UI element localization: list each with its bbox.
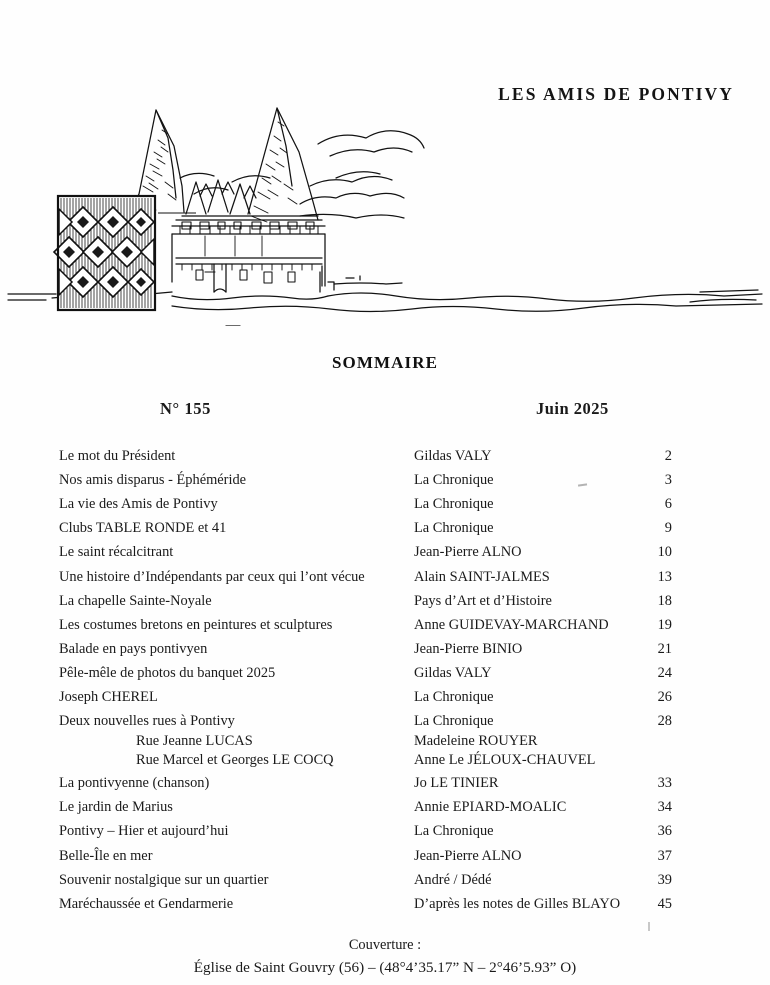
cover-caption-detail: Église de Saint Gouvry (56) – (48°4’35.17” N – 2°46’5.93” O) (193, 959, 577, 976)
toc-entry-page: 2 (664, 448, 672, 464)
toc-entry-page: 45 (657, 895, 672, 912)
cover-caption-label: Couverture : (348, 937, 422, 953)
toc-entry-title: Souvenir nostalgique sur un quartier (59, 871, 269, 888)
toc-entry-author: Jean-Pierre ALNO (414, 544, 522, 561)
toc-row[interactable] (0, 446, 770, 470)
toc-entry-author: D’après les notes de Gilles BLAYO (414, 895, 621, 912)
cover-caption (0, 934, 770, 979)
toc-entry-title: Le saint récalcitrant (59, 544, 174, 561)
scan-artifact-bar (648, 922, 650, 931)
toc-entry-subtitle: Rue Marcel et Georges LE COCQ (136, 752, 334, 769)
toc-entry-title: Pêle-mêle de photos du banquet 2025 (59, 664, 276, 681)
toc-entry-author: Alain SAINT-JALMES (414, 568, 550, 585)
toc-entry-page: 28 (657, 713, 672, 730)
toc-row[interactable] (0, 846, 770, 870)
toc-row[interactable] (0, 639, 770, 663)
toc-entry-author: Annie EPIARD-MOALIC (414, 799, 567, 816)
toc-entry-page: 36 (657, 823, 672, 840)
toc-entry-author: La Chronique (414, 496, 494, 513)
toc-entry-author: André / Dédé (414, 871, 492, 888)
issue-date: Juin 2025 (536, 399, 609, 418)
chateau-de-pontivy-illustration (0, 86, 770, 326)
toc-entry-page: 13 (657, 568, 672, 585)
toc-entry-author: Pays d’Art et d’Histoire (414, 592, 552, 609)
toc-entry-title: Pontivy – Hier et aujourd’hui (59, 823, 229, 840)
toc-entry-page: 34 (657, 799, 672, 816)
toc-entry-title: Belle-Île en mer (59, 847, 153, 864)
diamond-lattice-panel-icon (54, 196, 155, 310)
toc-row[interactable] (0, 870, 770, 894)
toc-entry-title: Le mot du Président (59, 448, 176, 464)
toc-entry-author: Gildas VALY (414, 664, 492, 681)
toc-entry-title: Les costumes bretons en peintures et sculptures (59, 616, 333, 633)
toc-entry-page: 10 (657, 544, 672, 561)
chateau-line-drawing-svg (0, 86, 770, 326)
toc-row[interactable] (0, 894, 770, 918)
toc-entry-author: La Chronique (414, 472, 494, 489)
toc-entry-page: 24 (657, 664, 672, 681)
toc-row[interactable] (0, 591, 770, 615)
toc-row[interactable] (0, 494, 770, 518)
toc-entry-author: Jean-Pierre BINIO (414, 640, 523, 657)
toc-entry-subauthor: Madeleine ROUYER (414, 733, 538, 750)
toc-row[interactable] (0, 821, 770, 845)
issue-row (0, 399, 770, 423)
toc-entry-page: 3 (664, 472, 672, 489)
toc-entry-title: Clubs TABLE RONDE et 41 (59, 520, 227, 537)
issue-number: N° 155 (160, 399, 211, 418)
toc-row[interactable] (0, 567, 770, 591)
toc-row[interactable] (0, 687, 770, 711)
toc-entry-subauthor: Anne Le JÉLOUX-CHAUVEL (414, 752, 596, 769)
toc-row[interactable] (0, 518, 770, 542)
toc-entry-title: Maréchaussée et Gendarmerie (59, 895, 234, 912)
toc-entry-title: Le jardin de Marius (59, 799, 173, 816)
toc-row[interactable] (0, 470, 770, 494)
toc-entry-title: Joseph CHEREL (59, 689, 158, 705)
toc-entry-page: 18 (657, 592, 672, 609)
toc-entry-author: La Chronique (414, 520, 494, 537)
toc-entry-title: Nos amis disparus - Éphéméride (59, 472, 247, 489)
toc-entry-page: 21 (657, 640, 672, 657)
toc-entry-author: La Chronique (414, 689, 494, 705)
toc-entry-page: 6 (664, 496, 672, 513)
toc-entry-author: Jo LE TINIER (414, 775, 499, 792)
toc-entry-page: 9 (664, 520, 672, 537)
toc-entry-page: 37 (657, 847, 672, 864)
toc-entry-title: Deux nouvelles rues à Pontivy (59, 713, 235, 730)
toc-row[interactable] (0, 615, 770, 639)
page-title: LES AMIS DE PONTIVY (498, 84, 734, 104)
toc-entry-author: La Chronique (414, 713, 494, 730)
toc-entry-subtitle: Rue Jeanne LUCAS (136, 733, 253, 750)
sommaire-heading: SOMMAIRE (331, 353, 439, 372)
toc-entry-page: 26 (657, 689, 672, 705)
toc-entry-author: La Chronique (414, 823, 494, 840)
toc-entry-page: 39 (657, 871, 672, 888)
toc-row[interactable] (0, 663, 770, 687)
toc-entry-title: La vie des Amis de Pontivy (59, 496, 218, 513)
toc-entry-title: Une histoire d’Indépendants par ceux qui l’ont vécue (59, 568, 365, 585)
toc-entry-title: La chapelle Sainte-Noyale (59, 592, 212, 609)
toc-entry-author: Jean-Pierre ALNO (414, 847, 522, 864)
toc-entry-author: Anne GUIDEVAY-MARCHAND (414, 616, 609, 633)
toc-entry-author: Gildas VALY (414, 448, 492, 464)
toc-row[interactable] (0, 797, 770, 821)
toc-row[interactable] (0, 773, 770, 797)
toc-entry-title: La pontivyenne (chanson) (59, 775, 210, 792)
toc-entry-page: 19 (657, 616, 672, 633)
toc-entry-title: Balade en pays pontivyen (59, 640, 208, 657)
toc-row[interactable] (0, 542, 770, 566)
toc-row[interactable] (0, 711, 770, 769)
toc-entry-page: 33 (657, 775, 672, 792)
